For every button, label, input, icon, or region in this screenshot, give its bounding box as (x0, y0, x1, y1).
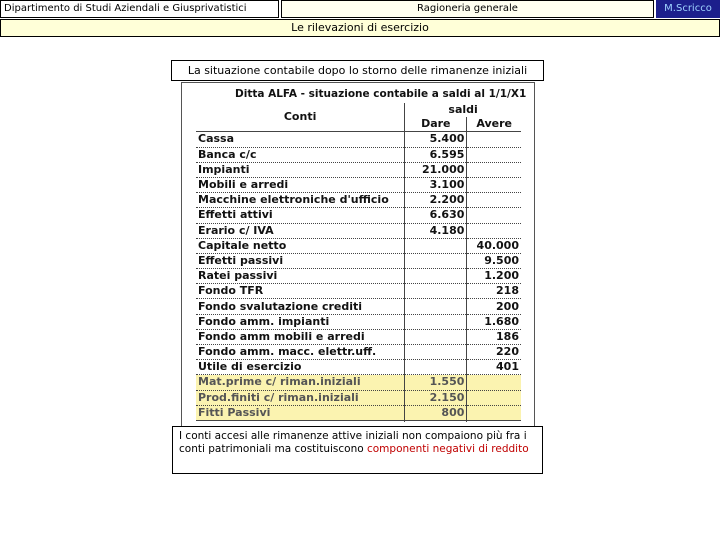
author-label: M.Scricco (656, 0, 720, 18)
note-text: I conti accesi alle rimanenze attive iniziali non compaiono più fra i conti patrimoniali ma costituiscono (179, 430, 527, 455)
dare-value: 2.150 (405, 390, 467, 405)
dare-value (405, 329, 467, 344)
avere-value (467, 162, 521, 177)
account-name: Effetti passivi (196, 253, 405, 268)
table-row (196, 193, 521, 208)
dare-value (405, 345, 467, 360)
table-row (196, 132, 521, 147)
section-subtitle: Le rilevazioni di esercizio (0, 19, 720, 37)
table-row (196, 269, 521, 284)
account-name: Fondo TFR (196, 284, 405, 299)
totals-label (196, 420, 405, 422)
account-name: Utile di esercizio (196, 360, 405, 375)
footer-note (172, 426, 543, 474)
avere-value: 218 (467, 284, 521, 299)
dare-value: 6.595 (405, 147, 467, 162)
avere-value: 9.500 (467, 253, 521, 268)
balance-table (196, 103, 521, 422)
account-name: Capitale netto (196, 238, 405, 253)
dare-value: 1.550 (405, 375, 467, 390)
table-row (196, 299, 521, 314)
account-name: Prod.finiti c/ riman.iniziali (196, 390, 405, 405)
totals-avere (467, 420, 521, 422)
table-row (196, 405, 521, 420)
col-header-saldi: saldi (448, 103, 478, 117)
avere-value: 401 (467, 360, 521, 375)
col-header-avere: Avere (467, 117, 521, 132)
dare-value (405, 253, 467, 268)
note-emphasis: componenti negativi di reddito (366, 443, 529, 455)
dare-value (405, 314, 467, 329)
avere-value (467, 208, 521, 223)
table-row (196, 314, 521, 329)
avere-value: 1.200 (467, 269, 521, 284)
col-header-dare: Dare (405, 117, 467, 132)
dare-value (405, 360, 467, 375)
dare-value: 800 (405, 405, 467, 420)
avere-value: 200 (467, 299, 521, 314)
totals-row (196, 420, 521, 422)
avere-value (467, 223, 521, 238)
avere-value: 220 (467, 345, 521, 360)
dare-value (405, 269, 467, 284)
account-name: Fitti Passivi (196, 405, 405, 420)
department-label: Dipartimento di Studi Aziendali e Giusprivatistici (0, 0, 279, 18)
avere-value (467, 177, 521, 192)
table-row (196, 329, 521, 344)
table-row (196, 375, 521, 390)
account-name: Fondo amm mobili e arredi (196, 329, 405, 344)
table-row (196, 253, 521, 268)
dare-value: 21.000 (405, 162, 467, 177)
avere-value: 1.680 (467, 314, 521, 329)
avere-value (467, 147, 521, 162)
account-name: Macchine elettroniche d'ufficio (196, 193, 405, 208)
table-row (196, 238, 521, 253)
table-row (196, 223, 521, 238)
col-header-conti: Conti (196, 103, 405, 132)
dare-value: 6.630 (405, 208, 467, 223)
table-row (196, 208, 521, 223)
avere-value (467, 193, 521, 208)
avere-value: 186 (467, 329, 521, 344)
table-row (196, 360, 521, 375)
account-name: Banca c/c (196, 147, 405, 162)
dare-value (405, 299, 467, 314)
account-name: Mobili e arredi (196, 177, 405, 192)
balance-table-image (193, 88, 527, 422)
avere-value (467, 375, 521, 390)
table-row (196, 177, 521, 192)
dare-value: 2.200 (405, 193, 467, 208)
table-header-row (196, 103, 521, 117)
dare-value: 5.400 (405, 132, 467, 147)
avere-value (467, 132, 521, 147)
dare-value (405, 284, 467, 299)
totals-dare (405, 420, 467, 422)
avere-value (467, 405, 521, 420)
table-row (196, 162, 521, 177)
account-name: Impianti (196, 162, 405, 177)
account-name: Erario c/ IVA (196, 223, 405, 238)
account-name: Effetti attivi (196, 208, 405, 223)
account-name: Ratei passivi (196, 269, 405, 284)
avere-value (467, 390, 521, 405)
table-row (196, 284, 521, 299)
dare-value: 4.180 (405, 223, 467, 238)
account-name: Mat.prime c/ riman.iniziali (196, 375, 405, 390)
table-row (196, 147, 521, 162)
account-name: Fondo amm. impianti (196, 314, 405, 329)
table-row (196, 345, 521, 360)
account-name: Fondo amm. macc. elettr.uff. (196, 345, 405, 360)
avere-value: 40.000 (467, 238, 521, 253)
course-title: Ragioneria generale (281, 0, 654, 18)
dare-value (405, 238, 467, 253)
account-name: Fondo svalutazione crediti (196, 299, 405, 314)
table-row (196, 390, 521, 405)
table-title: Ditta ALFA - situazione contabile a saldi al 1/1/X1 (235, 88, 527, 100)
slide-title: La situazione contabile dopo lo storno delle rimanenze iniziali (171, 60, 544, 81)
account-name: Cassa (196, 132, 405, 147)
dare-value: 3.100 (405, 177, 467, 192)
